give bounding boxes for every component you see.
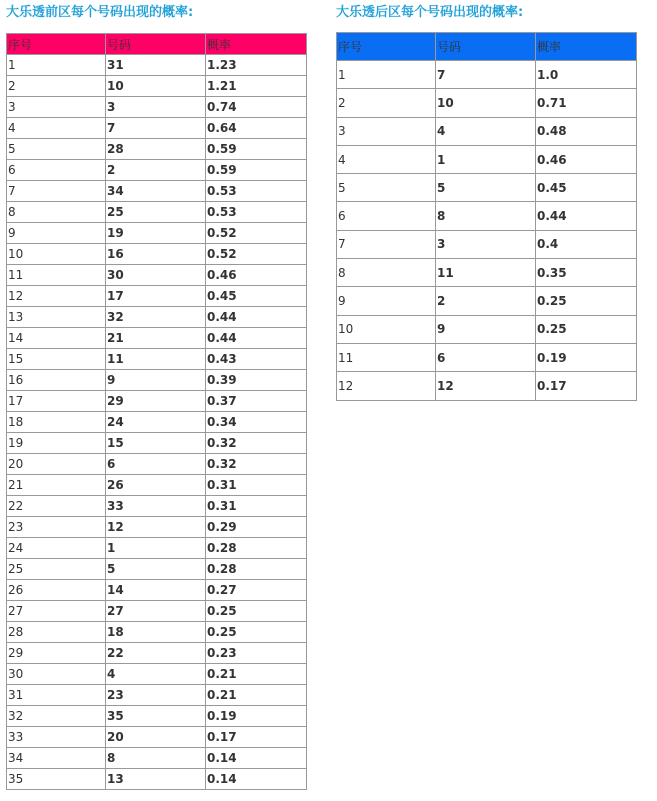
table-row	[7, 601, 307, 622]
cell-probability: 0.25	[206, 601, 307, 622]
cell-probability: 0.29	[206, 517, 307, 538]
cell-number: 32	[106, 307, 206, 328]
cell-number: 23	[106, 685, 206, 706]
table-row	[337, 343, 637, 371]
cell-index: 33	[7, 727, 106, 748]
cell-number: 3	[436, 230, 536, 258]
front-zone-title: 大乐透前区每个号码出现的概率:	[6, 5, 194, 20]
cell-probability: 0.25	[536, 287, 637, 315]
cell-probability: 0.46	[536, 145, 637, 173]
cell-index: 17	[7, 391, 106, 412]
cell-number: 34	[106, 181, 206, 202]
table-row	[7, 139, 307, 160]
cell-index: 5	[337, 174, 436, 202]
cell-index: 29	[7, 643, 106, 664]
table-row	[7, 769, 307, 790]
cell-index: 26	[7, 580, 106, 601]
table-row	[7, 664, 307, 685]
cell-probability: 0.31	[206, 475, 307, 496]
table-row	[7, 706, 307, 727]
table-header-row	[337, 33, 637, 61]
cell-index: 28	[7, 622, 106, 643]
table-row	[7, 538, 307, 559]
cell-index: 15	[7, 349, 106, 370]
cell-number: 6	[106, 454, 206, 475]
cell-index: 9	[337, 287, 436, 315]
table-row	[7, 622, 307, 643]
cell-probability: 0.4	[536, 230, 637, 258]
table-row	[7, 496, 307, 517]
table-row	[7, 160, 307, 181]
cell-probability: 0.14	[206, 748, 307, 769]
column-header-index: 序号	[7, 34, 106, 55]
cell-probability: 0.32	[206, 454, 307, 475]
cell-index: 4	[337, 145, 436, 173]
cell-index: 18	[7, 412, 106, 433]
cell-probability: 0.71	[536, 89, 637, 117]
cell-probability: 0.28	[206, 559, 307, 580]
table-row	[7, 349, 307, 370]
column-header-number: 号码	[106, 34, 206, 55]
cell-index: 1	[337, 61, 436, 89]
cell-index: 4	[7, 118, 106, 139]
cell-number: 33	[106, 496, 206, 517]
table-row	[337, 259, 637, 287]
cell-index: 7	[7, 181, 106, 202]
cell-probability: 0.27	[206, 580, 307, 601]
cell-index: 34	[7, 748, 106, 769]
cell-probability: 0.43	[206, 349, 307, 370]
cell-number: 2	[436, 287, 536, 315]
cell-number: 17	[106, 286, 206, 307]
cell-number: 1	[436, 145, 536, 173]
cell-index: 30	[7, 664, 106, 685]
cell-number: 30	[106, 265, 206, 286]
cell-probability: 0.52	[206, 244, 307, 265]
table-row	[7, 559, 307, 580]
cell-probability: 0.34	[206, 412, 307, 433]
cell-number: 14	[106, 580, 206, 601]
cell-index: 2	[7, 76, 106, 97]
cell-number: 5	[436, 174, 536, 202]
table-row	[337, 145, 637, 173]
cell-number: 13	[106, 769, 206, 790]
table-row	[337, 174, 637, 202]
table-row	[337, 89, 637, 117]
column-header-number: 号码	[436, 33, 536, 61]
cell-number: 10	[436, 89, 536, 117]
cell-probability: 0.21	[206, 685, 307, 706]
cell-probability: 0.53	[206, 181, 307, 202]
table-row	[7, 643, 307, 664]
table-row	[7, 475, 307, 496]
cell-index: 3	[337, 117, 436, 145]
cell-probability: 0.39	[206, 370, 307, 391]
table-row	[7, 223, 307, 244]
cell-number: 7	[436, 61, 536, 89]
table-row	[337, 230, 637, 258]
cell-number: 19	[106, 223, 206, 244]
cell-probability: 0.19	[206, 706, 307, 727]
cell-probability: 0.45	[206, 286, 307, 307]
cell-number: 2	[106, 160, 206, 181]
cell-number: 31	[106, 55, 206, 76]
cell-probability: 0.59	[206, 139, 307, 160]
cell-number: 16	[106, 244, 206, 265]
cell-index: 7	[337, 230, 436, 258]
table-row	[7, 181, 307, 202]
cell-number: 12	[106, 517, 206, 538]
cell-index: 14	[7, 328, 106, 349]
cell-probability: 0.17	[536, 372, 637, 400]
table-row	[337, 61, 637, 89]
cell-index: 35	[7, 769, 106, 790]
cell-index: 12	[337, 372, 436, 400]
column-header-probability: 概率	[206, 34, 307, 55]
cell-probability: 0.48	[536, 117, 637, 145]
cell-number: 7	[106, 118, 206, 139]
cell-probability: 0.53	[206, 202, 307, 223]
cell-probability: 0.25	[206, 622, 307, 643]
table-header-row	[7, 34, 307, 55]
cell-probability: 0.44	[206, 328, 307, 349]
cell-index: 2	[337, 89, 436, 117]
table-row	[7, 580, 307, 601]
cell-index: 6	[337, 202, 436, 230]
cell-probability: 0.46	[206, 265, 307, 286]
cell-index: 21	[7, 475, 106, 496]
cell-number: 27	[106, 601, 206, 622]
cell-index: 22	[7, 496, 106, 517]
cell-number: 12	[436, 372, 536, 400]
cell-probability: 0.37	[206, 391, 307, 412]
cell-index: 8	[7, 202, 106, 223]
cell-number: 8	[106, 748, 206, 769]
cell-number: 3	[106, 97, 206, 118]
table-row	[7, 391, 307, 412]
table-row	[7, 433, 307, 454]
cell-index: 19	[7, 433, 106, 454]
cell-number: 9	[106, 370, 206, 391]
table-row	[337, 372, 637, 400]
cell-probability: 1.21	[206, 76, 307, 97]
table-row	[7, 202, 307, 223]
table-row	[337, 117, 637, 145]
front-zone-probability-table	[6, 33, 307, 790]
table-row	[7, 55, 307, 76]
cell-probability: 0.28	[206, 538, 307, 559]
cell-number: 10	[106, 76, 206, 97]
table-row	[7, 328, 307, 349]
table-row	[7, 412, 307, 433]
cell-probability: 0.23	[206, 643, 307, 664]
cell-probability: 0.25	[536, 315, 637, 343]
cell-index: 27	[7, 601, 106, 622]
cell-probability: 0.32	[206, 433, 307, 454]
table-row	[7, 517, 307, 538]
back-zone-probability-table	[336, 32, 637, 401]
cell-probability: 1.23	[206, 55, 307, 76]
cell-index: 11	[337, 343, 436, 371]
cell-probability: 0.59	[206, 160, 307, 181]
table-row	[7, 454, 307, 475]
cell-probability: 0.52	[206, 223, 307, 244]
cell-number: 21	[106, 328, 206, 349]
cell-index: 10	[7, 244, 106, 265]
cell-probability: 0.19	[536, 343, 637, 371]
cell-index: 8	[337, 259, 436, 287]
cell-index: 23	[7, 517, 106, 538]
cell-number: 22	[106, 643, 206, 664]
cell-number: 1	[106, 538, 206, 559]
cell-probability: 0.44	[206, 307, 307, 328]
cell-number: 9	[436, 315, 536, 343]
cell-probability: 0.44	[536, 202, 637, 230]
cell-index: 3	[7, 97, 106, 118]
cell-number: 28	[106, 139, 206, 160]
cell-number: 8	[436, 202, 536, 230]
table-row	[7, 265, 307, 286]
cell-index: 6	[7, 160, 106, 181]
table-row	[337, 202, 637, 230]
cell-index: 25	[7, 559, 106, 580]
cell-number: 29	[106, 391, 206, 412]
cell-index: 32	[7, 706, 106, 727]
cell-number: 20	[106, 727, 206, 748]
cell-number: 11	[436, 259, 536, 287]
cell-number: 24	[106, 412, 206, 433]
cell-number: 5	[106, 559, 206, 580]
table-row	[7, 748, 307, 769]
cell-number: 11	[106, 349, 206, 370]
table-row	[7, 685, 307, 706]
table-row	[7, 244, 307, 265]
table-row	[337, 315, 637, 343]
cell-number: 6	[436, 343, 536, 371]
cell-number: 25	[106, 202, 206, 223]
cell-index: 24	[7, 538, 106, 559]
cell-index: 11	[7, 265, 106, 286]
cell-probability: 0.17	[206, 727, 307, 748]
back-zone-title: 大乐透后区每个号码出现的概率:	[336, 5, 524, 20]
cell-number: 15	[106, 433, 206, 454]
cell-index: 5	[7, 139, 106, 160]
cell-probability: 0.35	[536, 259, 637, 287]
cell-probability: 0.21	[206, 664, 307, 685]
table-row	[7, 118, 307, 139]
cell-number: 35	[106, 706, 206, 727]
cell-index: 12	[7, 286, 106, 307]
cell-number: 18	[106, 622, 206, 643]
cell-probability: 0.14	[206, 769, 307, 790]
cell-probability: 0.45	[536, 174, 637, 202]
cell-number: 26	[106, 475, 206, 496]
cell-index: 9	[7, 223, 106, 244]
table-row	[7, 370, 307, 391]
cell-index: 16	[7, 370, 106, 391]
cell-probability: 1.0	[536, 61, 637, 89]
cell-index: 1	[7, 55, 106, 76]
column-header-index: 序号	[337, 33, 436, 61]
cell-index: 31	[7, 685, 106, 706]
cell-index: 10	[337, 315, 436, 343]
table-row	[7, 286, 307, 307]
column-header-probability: 概率	[536, 33, 637, 61]
cell-probability: 0.31	[206, 496, 307, 517]
cell-number: 4	[106, 664, 206, 685]
cell-index: 13	[7, 307, 106, 328]
cell-index: 20	[7, 454, 106, 475]
table-row	[7, 97, 307, 118]
cell-probability: 0.64	[206, 118, 307, 139]
cell-number: 4	[436, 117, 536, 145]
table-row	[7, 307, 307, 328]
table-row	[337, 287, 637, 315]
table-row	[7, 76, 307, 97]
cell-probability: 0.74	[206, 97, 307, 118]
table-row	[7, 727, 307, 748]
